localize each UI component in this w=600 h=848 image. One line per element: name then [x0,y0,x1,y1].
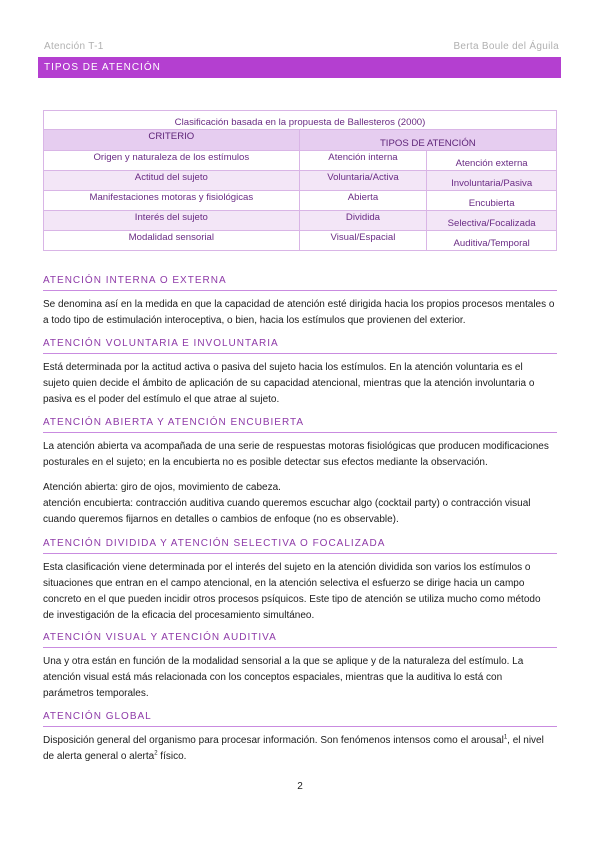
text-line: atención encubierta: contracción auditiva cuando queremos escuchar algo (cocktail party) o contracción visual [43,498,531,509]
line-text: de alerta general o alerta [43,751,155,762]
text-line: a todo tipo de estimulación interoceptiva, o bien, hacia los estímulos que provienen del exterior. [43,315,466,326]
text-line: cuando queremos fijarnos en detalles o cambios de enfoque (no es observable). [43,514,399,525]
table-caption: Clasificación basada en la propuesta de Ballesteros (2000) [44,111,557,130]
section-heading-abierta-encubierta: ATENCIÓN ABIERTA Y ATENCIÓN ENCUBIERTA [43,417,557,433]
page-number: 2 [297,781,303,792]
header-course: Atención T-1 [44,41,104,52]
column-header-tipos: TIPOS DE ATENCIÓN [299,130,556,151]
text-line: concreto en el que pueden incidir otros procesos psíquicos. Este tipo de atención se utiliza mucho como método [43,594,541,605]
criterio-cell: Origen y naturaleza de los estímulos [44,151,300,171]
footnote-ref: 1 [503,734,508,741]
tipo-a-cell: Dividida [299,211,427,231]
text-line: parámetros temporales. [43,688,149,699]
tipo-a-cell: Voluntaria/Activa [299,171,427,191]
section-heading-voluntaria-involuntaria: ATENCIÓN VOLUNTARIA E INVOLUNTARIA [43,338,557,354]
section-paragraph [43,733,559,765]
table-row [44,211,557,231]
criterio-cell: Modalidad sensorial [44,231,300,251]
page-title: TIPOS DE ATENCIÓN [38,57,561,78]
tipo-b-cell: Selectiva/Focalizada [427,211,557,231]
table-row [44,151,557,171]
section-heading-interna-externa: ATENCIÓN INTERNA O EXTERNA [43,275,557,291]
section-heading-visual-auditiva: ATENCIÓN VISUAL Y ATENCIÓN AUDITIVA [43,632,557,648]
line-text: físico. [157,751,187,762]
section-paragraph-examples [43,480,559,528]
criterio-cell: Actitud del sujeto [44,171,300,191]
section-heading-dividida-selectiva: ATENCIÓN DIVIDIDA Y ATENCIÓN SELECTIVA O FOCALIZADA [43,538,557,554]
text-line: pasiva es el poder del estímulo el que atrae al sujeto. [43,394,280,405]
section-paragraph [43,360,559,408]
section-paragraph [43,560,559,624]
tipo-a-cell: Abierta [299,191,427,211]
column-header-criterio: CRITERIO [44,130,300,151]
text-line: Esta clasificación viene determinada por el interés del sujeto en la atención dividida son varios los estímulos o [43,562,531,573]
table-row [44,171,557,191]
section-paragraph [43,297,559,329]
running-header [44,41,559,55]
text-line: sujeto quien decide el ámbito de aplicación de su capacidad atencional, mientras que la atención involuntaria o [43,378,535,389]
criterio-cell: Interés del sujeto [44,211,300,231]
text-line: La atención abierta va acompañada de una serie de respuestas motoras fisiológicas que producen modificaciones [43,441,549,452]
classification-table [43,110,557,251]
tipo-b-cell: Atención externa [427,151,557,171]
line-text: , el nivel [507,735,544,746]
text-line: posturales en el sujeto; en la encubierta no es posible detectar sus efectos mediante la observación. [43,457,488,468]
text-line [43,749,559,765]
tipo-b-cell: Auditiva/Temporal [427,231,557,251]
header-author: Berta Boule del Águila [453,41,559,52]
text-line: Se denomina así en la medida en que la capacidad de atención esté dirigida hacia los propios procesos mentales o [43,299,555,310]
text-line: situaciones que entran en el campo atencional, en la atención selectiva el esfuerzo se dirige hacia un campo [43,578,525,589]
section-paragraph [43,654,559,702]
section-paragraph [43,439,559,471]
text-line: de investigación de la eficacia del procesamiento simultáneo. [43,610,315,621]
tipo-b-cell: Encubierta [427,191,557,211]
tipo-a-cell: Visual/Espacial [299,231,427,251]
table-row [44,231,557,251]
text-line: Una y otra están en función de la modalidad sensorial a la que se aplique y de la naturaleza del estímulo. La [43,656,524,667]
footnote-ref: 2 [154,750,158,757]
text-line: atención visual está más relacionada con los conceptos espaciales, mientras que la auditiva lo está con [43,672,503,683]
text-line: Atención abierta: giro de ojos, movimiento de cabeza. [43,482,281,493]
text-line [43,733,559,749]
text-line: Está determinada por la actitud activa o pasiva del sujeto hacia los estímulos. En la atención voluntaria es el [43,362,523,373]
line-text: Disposición general del organismo para procesar información. Son fenómenos intensos como el arousal [43,735,504,746]
section-heading-global: ATENCIÓN GLOBAL [43,711,557,727]
table-row [44,191,557,211]
tipo-a-cell: Atención interna [299,151,427,171]
tipo-b-cell: Involuntaria/Pasiva [427,171,557,191]
criterio-cell: Manifestaciones motoras y fisiológicas [44,191,300,211]
